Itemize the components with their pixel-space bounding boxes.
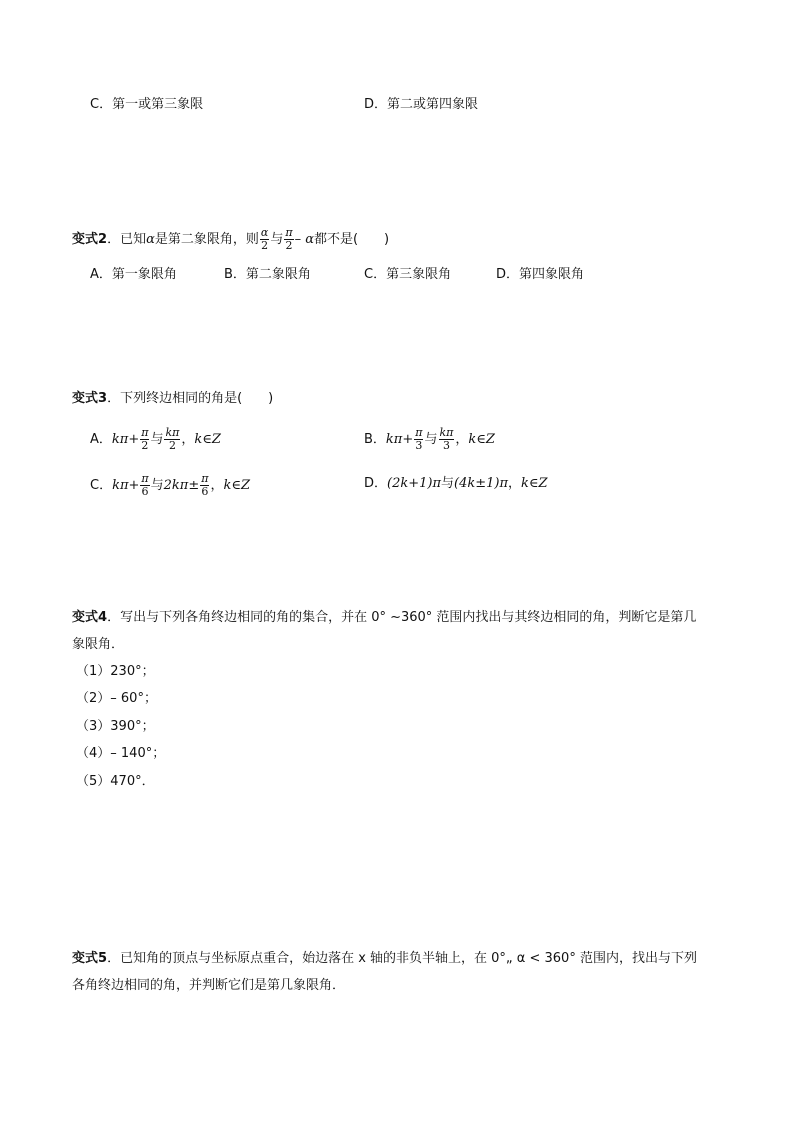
question-4-stem-cont: 象限角． [72, 637, 125, 652]
question-label: 变式3 [72, 391, 108, 406]
question-2-stem: 变式2．已知α是第二象限角，则 $\frac{\alpha}{2}$ 与 $\frac{\pi}{2}$ – α都不是( ) [72, 226, 390, 252]
option-d: D．第二或第四象限 [364, 97, 479, 112]
fraction-pi-over-2: $\frac{\pi}{2}$ [285, 226, 293, 252]
q4-item-1: （1）230°； [76, 664, 155, 679]
q4-item-4: （4）– 140°； [76, 746, 166, 761]
question-label: 变式2 [72, 232, 108, 247]
fraction-alpha-over-2: $\frac{\alpha}{2}$ [260, 226, 269, 252]
q2-option-b: B．第二象限角 [224, 267, 311, 282]
q3-option-a: A．kπ+ $\frac{\pi}{2}$ 与 $\frac{k\pi}{2}$ ，k∈Z [90, 426, 221, 452]
q3-option-d: D．(2k+1)π与(4k±1)π，k∈Z [364, 476, 548, 491]
question-3-stem: 变式3．下列终边相同的角是( ) [72, 391, 274, 406]
q3-option-c: C．kπ+ $\frac{\pi}{6}$ 与2kπ± $\frac{\pi}{6}$ ，k∈Z [90, 472, 251, 498]
question-4-stem: 变式4．写出与下列各角终边相同的角的集合，并在 0° ~360° 范围内找出与其终边相同的角，判断它是第几 [72, 610, 697, 625]
option-c: C．第一或第三象限 [90, 97, 204, 112]
q4-item-2: （2）– 60°； [76, 691, 157, 706]
question-label: 变式5 [72, 951, 108, 966]
q4-item-5: （5）470°． [76, 774, 155, 789]
q2-option-d: D．第四象限角 [496, 267, 585, 282]
q3-option-b: B．kπ+ $\frac{\pi}{3}$ 与 $\frac{k\pi}{3}$ ，k∈Z [364, 426, 495, 452]
q2-option-a: A．第一象限角 [90, 267, 177, 282]
q2-option-c: C．第三象限角 [364, 267, 452, 282]
question-5-stem-cont: 各角终边相同的角，并判断它们是第几象限角． [72, 978, 346, 993]
question-5-stem: 变式5．已知角的顶点与坐标原点重合，始边落在 x 轴的非负半轴上，在 0°„ α < 360° 范围内，找出与下列 [72, 951, 697, 966]
question-label: 变式4 [72, 610, 108, 625]
q4-item-3: （3）390°； [76, 719, 155, 734]
